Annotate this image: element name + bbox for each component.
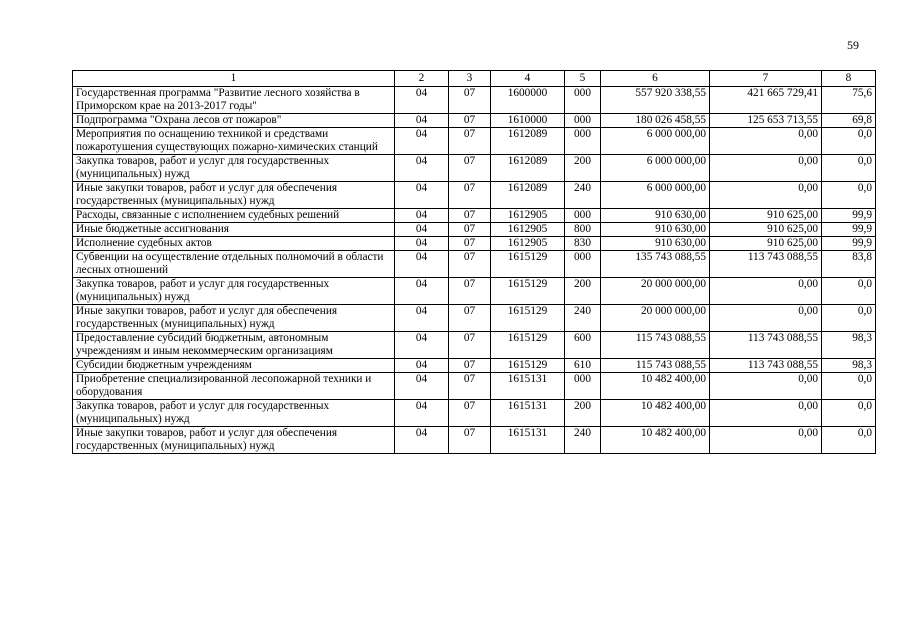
amount-executed-cell: 910 625,00 [710, 237, 822, 251]
amount-executed-cell: 0,00 [710, 400, 822, 427]
section-code-cell: 04 [395, 400, 449, 427]
amount-planned-cell: 20 000 000,00 [601, 278, 710, 305]
section-code-cell: 04 [395, 251, 449, 278]
amount-executed-cell: 0,00 [710, 305, 822, 332]
amount-planned-cell: 180 026 458,55 [601, 114, 710, 128]
section-code-cell: 04 [395, 209, 449, 223]
expense-type-cell: 610 [565, 359, 601, 373]
amount-planned-cell: 10 482 400,00 [601, 373, 710, 400]
expense-type-cell: 200 [565, 278, 601, 305]
table-row [73, 427, 876, 454]
target-article-cell: 1612089 [491, 155, 565, 182]
section-code-cell: 04 [395, 305, 449, 332]
row-name-cell: Государственная программа "Развитие лесного хозяйства в Приморском крае на 2013-2017 годы" [73, 87, 395, 114]
target-article-cell: 1615129 [491, 359, 565, 373]
section-code-cell: 04 [395, 237, 449, 251]
subsection-code-cell: 07 [449, 209, 491, 223]
expense-type-cell: 800 [565, 223, 601, 237]
amount-executed-cell: 113 743 088,55 [710, 359, 822, 373]
target-article-cell: 1612905 [491, 209, 565, 223]
row-name-cell: Расходы, связанные с исполнением судебных решений [73, 209, 395, 223]
amount-executed-cell: 0,00 [710, 427, 822, 454]
target-article-cell: 1612905 [491, 223, 565, 237]
column-header: 5 [565, 71, 601, 87]
amount-planned-cell: 910 630,00 [601, 223, 710, 237]
expense-type-cell: 000 [565, 114, 601, 128]
subsection-code-cell: 07 [449, 278, 491, 305]
row-name-cell: Субсидии бюджетным учреждениям [73, 359, 395, 373]
amount-planned-cell: 557 920 338,55 [601, 87, 710, 114]
table-row [73, 278, 876, 305]
section-code-cell: 04 [395, 427, 449, 454]
section-code-cell: 04 [395, 373, 449, 400]
percent-executed-cell: 0,0 [822, 128, 876, 155]
target-article-cell: 1610000 [491, 114, 565, 128]
subsection-code-cell: 07 [449, 400, 491, 427]
amount-executed-cell: 0,00 [710, 182, 822, 209]
amount-planned-cell: 10 482 400,00 [601, 400, 710, 427]
percent-executed-cell: 0,0 [822, 182, 876, 209]
percent-executed-cell: 83,8 [822, 251, 876, 278]
row-name-cell: Подпрограмма "Охрана лесов от пожаров" [73, 114, 395, 128]
expense-type-cell: 000 [565, 373, 601, 400]
expense-type-cell: 200 [565, 155, 601, 182]
row-name-cell: Приобретение специализированной лесопожарной техники и оборудования [73, 373, 395, 400]
amount-executed-cell: 113 743 088,55 [710, 251, 822, 278]
amount-executed-cell: 0,00 [710, 373, 822, 400]
table-row [73, 332, 876, 359]
column-header: 6 [601, 71, 710, 87]
target-article-cell: 1615129 [491, 278, 565, 305]
amount-executed-cell: 0,00 [710, 155, 822, 182]
amount-planned-cell: 115 743 088,55 [601, 359, 710, 373]
amount-planned-cell: 6 000 000,00 [601, 155, 710, 182]
row-name-cell: Иные бюджетные ассигнования [73, 223, 395, 237]
amount-executed-cell: 910 625,00 [710, 209, 822, 223]
column-header: 3 [449, 71, 491, 87]
subsection-code-cell: 07 [449, 223, 491, 237]
target-article-cell: 1612905 [491, 237, 565, 251]
table-row [73, 182, 876, 209]
row-name-cell: Предоставление субсидий бюджетным, автономным учреждениям и иным некоммерческим организациям [73, 332, 395, 359]
row-name-cell: Мероприятия по оснащению техникой и средствами пожаротушения существующих пожарно-химических станций [73, 128, 395, 155]
percent-executed-cell: 0,0 [822, 278, 876, 305]
subsection-code-cell: 07 [449, 87, 491, 114]
row-name-cell: Закупка товаров, работ и услуг для государственных (муниципальных) нужд [73, 400, 395, 427]
subsection-code-cell: 07 [449, 128, 491, 155]
amount-executed-cell: 113 743 088,55 [710, 332, 822, 359]
subsection-code-cell: 07 [449, 305, 491, 332]
section-code-cell: 04 [395, 114, 449, 128]
row-name-cell: Иные закупки товаров, работ и услуг для обеспечения государственных (муниципальных) нужд [73, 427, 395, 454]
expense-type-cell: 000 [565, 209, 601, 223]
table-body [73, 87, 876, 454]
expense-type-cell: 200 [565, 400, 601, 427]
subsection-code-cell: 07 [449, 182, 491, 209]
expense-type-cell: 000 [565, 87, 601, 114]
target-article-cell: 1615129 [491, 251, 565, 278]
expense-type-cell: 830 [565, 237, 601, 251]
expense-type-cell: 000 [565, 251, 601, 278]
expense-type-cell: 000 [565, 128, 601, 155]
percent-executed-cell: 99,9 [822, 209, 876, 223]
expense-type-cell: 240 [565, 427, 601, 454]
amount-planned-cell: 10 482 400,00 [601, 427, 710, 454]
subsection-code-cell: 07 [449, 373, 491, 400]
subsection-code-cell: 07 [449, 332, 491, 359]
row-name-cell: Иные закупки товаров, работ и услуг для обеспечения государственных (муниципальных) нужд [73, 305, 395, 332]
amount-planned-cell: 115 743 088,55 [601, 332, 710, 359]
target-article-cell: 1612089 [491, 182, 565, 209]
percent-executed-cell: 98,3 [822, 359, 876, 373]
target-article-cell: 1615129 [491, 305, 565, 332]
row-name-cell: Иные закупки товаров, работ и услуг для обеспечения государственных (муниципальных) нужд [73, 182, 395, 209]
table-row [73, 155, 876, 182]
subsection-code-cell: 07 [449, 155, 491, 182]
amount-planned-cell: 910 630,00 [601, 237, 710, 251]
table-row [73, 400, 876, 427]
amount-planned-cell: 6 000 000,00 [601, 182, 710, 209]
column-header: 8 [822, 71, 876, 87]
target-article-cell: 1615129 [491, 332, 565, 359]
subsection-code-cell: 07 [449, 251, 491, 278]
table-row [73, 87, 876, 114]
target-article-cell: 1612089 [491, 128, 565, 155]
amount-executed-cell: 421 665 729,41 [710, 87, 822, 114]
table-row [73, 223, 876, 237]
percent-executed-cell: 0,0 [822, 373, 876, 400]
amount-executed-cell: 910 625,00 [710, 223, 822, 237]
section-code-cell: 04 [395, 359, 449, 373]
percent-executed-cell: 0,0 [822, 155, 876, 182]
percent-executed-cell: 0,0 [822, 305, 876, 332]
expense-type-cell: 600 [565, 332, 601, 359]
table-row [73, 128, 876, 155]
row-name-cell: Субвенции на осуществление отдельных полномочий в области лесных отношений [73, 251, 395, 278]
amount-planned-cell: 135 743 088,55 [601, 251, 710, 278]
percent-executed-cell: 75,6 [822, 87, 876, 114]
amount-executed-cell: 0,00 [710, 128, 822, 155]
column-header: 7 [710, 71, 822, 87]
section-code-cell: 04 [395, 182, 449, 209]
column-header: 4 [491, 71, 565, 87]
table-row [73, 237, 876, 251]
section-code-cell: 04 [395, 87, 449, 114]
row-name-cell: Исполнение судебных актов [73, 237, 395, 251]
target-article-cell: 1615131 [491, 400, 565, 427]
page-number: 59 [847, 38, 859, 52]
table-row [73, 251, 876, 278]
column-header: 1 [73, 71, 395, 87]
row-name-cell: Закупка товаров, работ и услуг для государственных (муниципальных) нужд [73, 278, 395, 305]
expense-type-cell: 240 [565, 305, 601, 332]
subsection-code-cell: 07 [449, 359, 491, 373]
column-header: 2 [395, 71, 449, 87]
percent-executed-cell: 99,9 [822, 237, 876, 251]
target-article-cell: 1600000 [491, 87, 565, 114]
target-article-cell: 1615131 [491, 427, 565, 454]
amount-planned-cell: 910 630,00 [601, 209, 710, 223]
table-row [73, 373, 876, 400]
section-code-cell: 04 [395, 332, 449, 359]
amount-planned-cell: 6 000 000,00 [601, 128, 710, 155]
amount-executed-cell: 125 653 713,55 [710, 114, 822, 128]
section-code-cell: 04 [395, 278, 449, 305]
percent-executed-cell: 0,0 [822, 427, 876, 454]
target-article-cell: 1615131 [491, 373, 565, 400]
table-row [73, 305, 876, 332]
subsection-code-cell: 07 [449, 237, 491, 251]
percent-executed-cell: 0,0 [822, 400, 876, 427]
section-code-cell: 04 [395, 223, 449, 237]
percent-executed-cell: 98,3 [822, 332, 876, 359]
amount-executed-cell: 0,00 [710, 278, 822, 305]
table-header-row [73, 71, 876, 87]
section-code-cell: 04 [395, 128, 449, 155]
row-name-cell: Закупка товаров, работ и услуг для государственных (муниципальных) нужд [73, 155, 395, 182]
subsection-code-cell: 07 [449, 427, 491, 454]
table-row [73, 114, 876, 128]
subsection-code-cell: 07 [449, 114, 491, 128]
table-row [73, 209, 876, 223]
budget-table [72, 70, 876, 454]
percent-executed-cell: 69,8 [822, 114, 876, 128]
table-row [73, 359, 876, 373]
percent-executed-cell: 99,9 [822, 223, 876, 237]
section-code-cell: 04 [395, 155, 449, 182]
amount-planned-cell: 20 000 000,00 [601, 305, 710, 332]
expense-type-cell: 240 [565, 182, 601, 209]
